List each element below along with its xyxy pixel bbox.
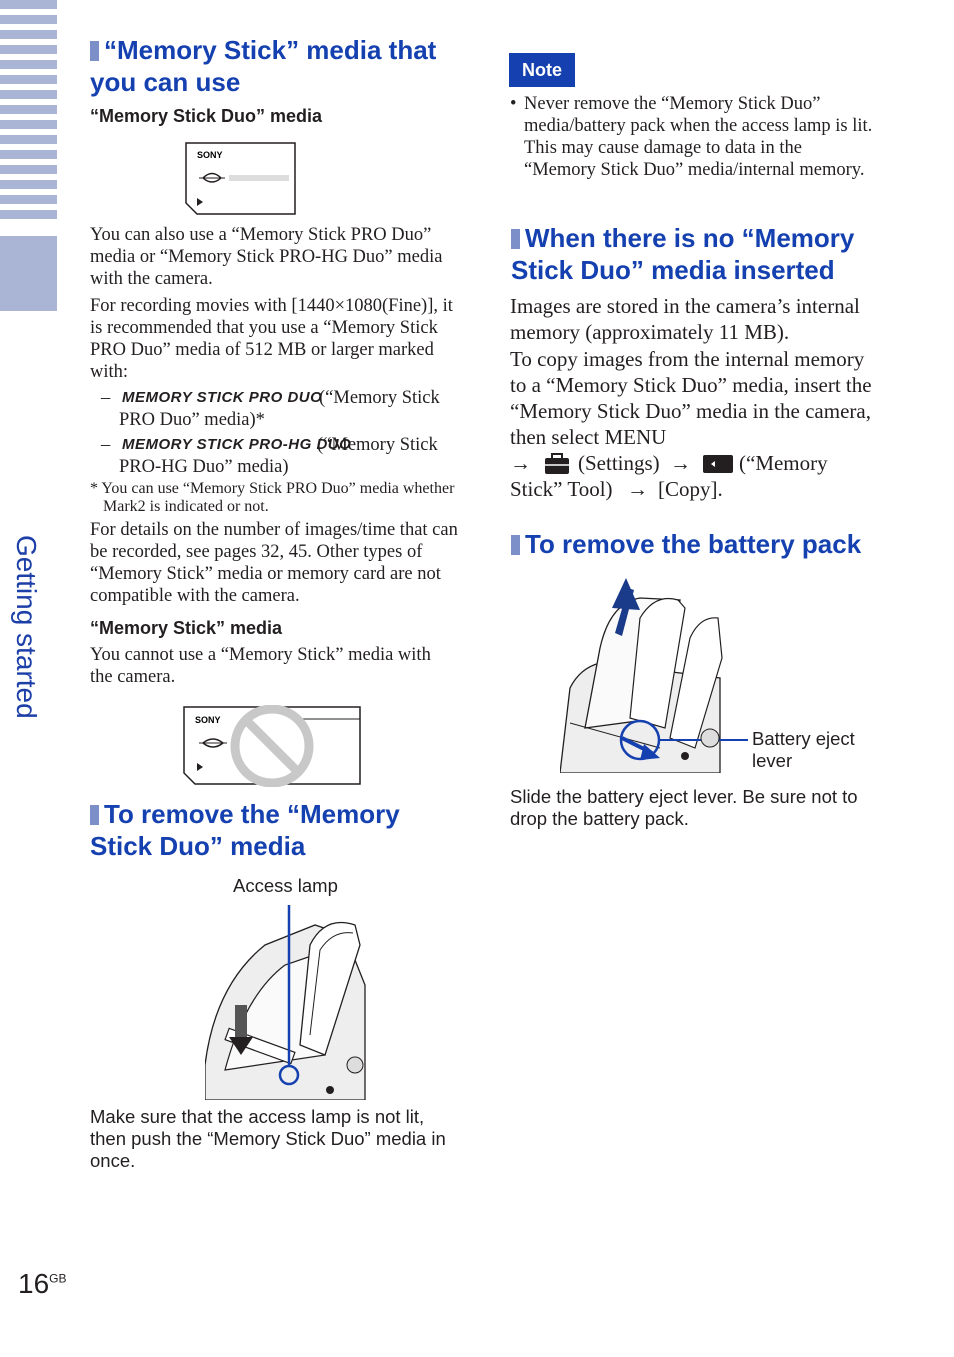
section-label: Getting started xyxy=(11,535,42,719)
heading-no-media: When there is no “Memory Stick Duo” media inserted xyxy=(511,223,855,285)
sidebar-stripes xyxy=(0,0,57,230)
battery-eject-label: Battery eject lever xyxy=(752,728,855,771)
dash-2: – xyxy=(101,435,111,455)
heading-marker xyxy=(511,229,520,249)
logo-pro-hg-duo: MEMORY STICK PRO-HG DUO xyxy=(122,436,352,453)
note-text: Never remove the “Memory Stick Duo” media/battery pack when the access lamp is lit. This may cause damage to data in the “Memory Stick Duo” media/internal memory. xyxy=(524,94,873,180)
subheading-duo: “Memory Stick Duo” media xyxy=(90,106,323,126)
card-brand: SONY xyxy=(197,150,223,160)
memory-stick-prohibited xyxy=(183,705,363,787)
caption-remove-ms: Make sure that the access lamp is not lit, then push the “Memory Stick Duo” media in once. xyxy=(90,1106,446,1171)
tool-text: (“Memory xyxy=(739,451,828,475)
dash-1: – xyxy=(101,388,111,408)
logo-pro-duo: MEMORY STICK PRO DUO xyxy=(122,389,323,406)
page-number: $16^{GB}$ xyxy=(18,1268,67,1299)
item-pro-duo: (“Memory Stick PRO Duo” media)* xyxy=(119,388,440,430)
access-lamp-label: Access lamp xyxy=(233,875,338,896)
heading-remove-battery: To remove the battery pack xyxy=(511,528,881,560)
heading-marker xyxy=(511,535,520,555)
footnote: * You can use “Memory Stick PRO Duo” media whether Mark2 is indicated or not. xyxy=(90,480,455,515)
subheading-ms: “Memory Stick” media xyxy=(90,618,283,638)
heading-memory-stick-usable: “Memory Stick” media that you can use xyxy=(90,35,437,97)
para-pro-duo: You can also use a “Memory Stick PRO Duo” media or “Memory Stick PRO-HG Duo” media with the camera. xyxy=(90,225,443,289)
item-pro-hg-duo: (“Memory Stick PRO-HG Duo” media) xyxy=(119,435,438,477)
heading-marker xyxy=(90,41,99,61)
heading-marker xyxy=(90,805,99,825)
tool-text-2: Stick” Tool) xyxy=(510,477,613,501)
memory-stick-duo-card xyxy=(185,142,297,216)
para-copy: To copy images from the internal memory to a “Memory Stick Duo” media, insert the “Memory Stick Duo” media in the camera, then select MENU xyxy=(510,347,872,449)
para-internal-memory: Images are stored in the camera’s internal memory (approximately 11 MB). xyxy=(510,294,860,344)
para-cannot-use: You cannot use a “Memory Stick” media with the camera. xyxy=(90,645,431,687)
memory-stick-tool-icon xyxy=(703,455,733,473)
heading-remove-ms: To remove the “Memory Stick Duo” media xyxy=(90,799,400,861)
arrow-1: → xyxy=(510,451,531,475)
card2-brand: SONY xyxy=(195,715,221,725)
note-bullet: • xyxy=(510,94,517,114)
caption-battery: Slide the battery eject lever. Be sure not to drop the battery pack. xyxy=(510,786,858,829)
settings-toolbox-icon xyxy=(544,453,570,475)
note-badge: Note xyxy=(509,53,575,87)
battery-illustration xyxy=(560,578,750,773)
para-recording: For recording movies with [1440×1080(Fine)], it is recommended that you use a “Memory Stick PRO Duo” media of 512 MB or larger marked with: xyxy=(90,296,453,382)
camera-slot-illustration xyxy=(205,905,367,1100)
arrow-3: → xyxy=(627,477,648,501)
copy-text: [Copy]. xyxy=(658,477,723,501)
arrow-2: → xyxy=(670,451,691,475)
sidebar-tab xyxy=(0,236,57,311)
settings-text: (Settings) xyxy=(578,451,660,475)
para-details: For details on the number of images/time that can be recorded, see pages 32, 45. Other types of “Memory Stick” media or memory card are not compatible with the camera. xyxy=(90,520,458,606)
